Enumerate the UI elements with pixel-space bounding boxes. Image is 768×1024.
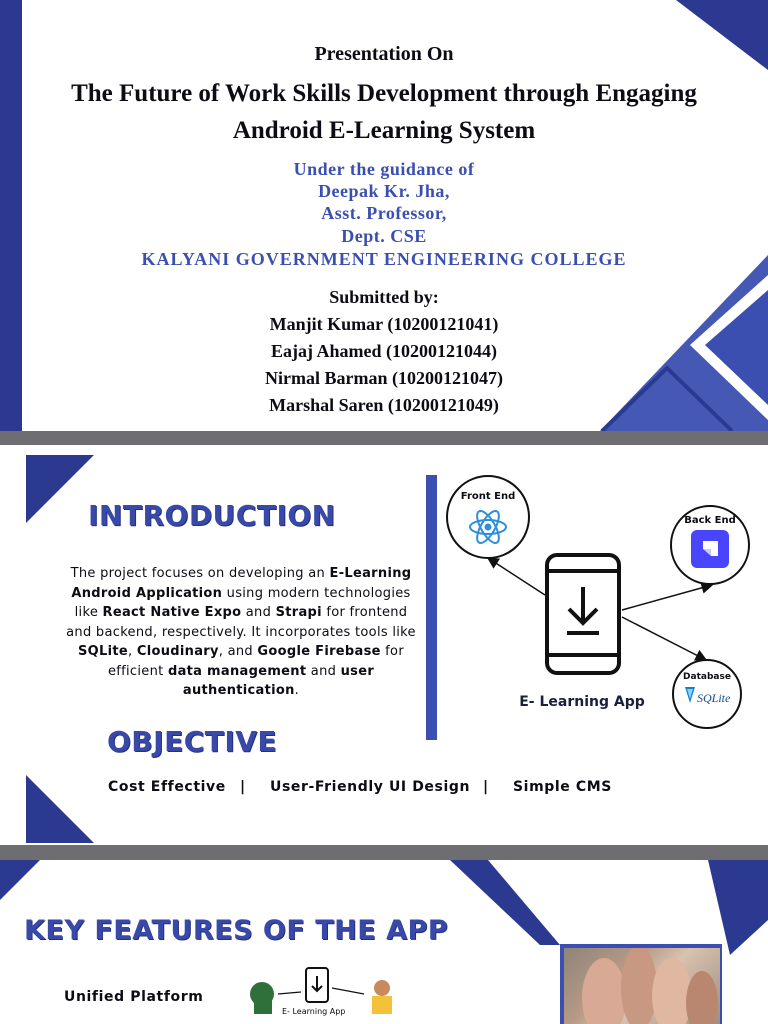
intro-text-run: , and [218,644,258,659]
intro-text-run: , [128,644,137,659]
intro-bold-term: Google Firebase [257,644,381,659]
feature-unified-platform: Unified Platform [64,989,204,1005]
objective-item-1: Cost Effective [108,779,226,795]
intro-bold-term: Strapi [275,605,322,620]
introduction-heading: INTRODUCTION [88,499,336,532]
slide-divider-2 [0,845,768,860]
presentation-kicker: Presentation On [314,43,454,65]
guidance-line: Under the guidance of [293,159,475,179]
intro-text-run: and [306,663,341,679]
member-2: Eajaj Ahamed (10200121044) [271,341,497,361]
slide-divider [0,431,768,445]
intro-text-run: The project focuses on developing an [70,566,330,581]
front-end-label: Front End [460,491,516,502]
introduction-slide [0,445,768,845]
intro-bold-term: React Native Expo [102,605,242,620]
architecture-arrows [0,445,768,845]
college-name: KALYANI GOVERNMENT ENGINEERING COLLEGE [141,249,627,269]
back-end-label: Back End [684,515,736,526]
database-label: Database [683,672,731,682]
member-1: Manjit Kumar (10200121041) [269,314,499,334]
intro-bold-term: user authentication [182,663,375,698]
objective-separator-2: | [483,779,489,795]
hands-photo [564,948,720,1024]
sqlite-icon [682,685,698,705]
presentation-title-line2: Android E-Learning System [232,117,536,144]
mini-app-label: E- Learning App [282,1007,346,1016]
title-slide [0,0,768,431]
features-heading: KEY FEATURES OF THE APP [24,915,449,946]
phone-download-icon [545,553,621,675]
objective-heading: OBJECTIVE [107,725,278,758]
sqlite-logo-text: SQLite [697,691,731,705]
intro-bold-term: Cloudinary [136,644,219,659]
guide-designation: Asst. Professor, [321,203,447,223]
intro-bold-term: E-Learning Android Application [71,566,412,601]
intro-bold-term: data management [167,663,307,679]
member-4: Marshal Saren (10200121049) [269,395,499,415]
objective-item-3: Simple CMS [513,779,612,795]
intro-text-run: using modern technologies like [74,585,411,620]
guide-department: Dept. CSE [341,226,427,246]
intro-text-run: . [294,683,300,698]
react-icon [467,509,509,545]
strapi-icon [691,530,729,568]
intro-text-run: for efficient [107,644,404,679]
member-3: Nirmal Barman (10200121047) [265,368,503,388]
features-slide [0,860,768,1024]
intro-bold-term: SQLite [78,644,129,659]
submitted-label: Submitted by: [329,287,439,307]
intro-text-run: for frontend and backend, respectively. It incorporates tools like [66,605,416,640]
objective-item-2: User-Friendly UI Design [270,779,471,795]
presentation-title-line1: The Future of Work Skills Development through Engaging [71,80,697,107]
app-label: E- Learning App [519,694,645,710]
objective-separator-1: | [240,779,246,795]
intro-text-run: and [241,605,276,620]
guide-name: Deepak Kr. Jha, [318,181,450,201]
